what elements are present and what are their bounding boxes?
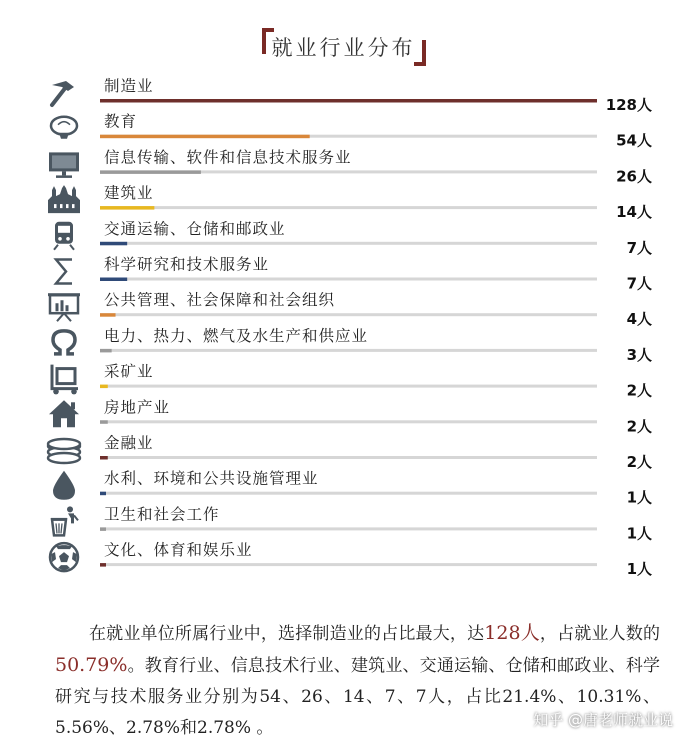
lightbulb-icon [51,117,77,139]
bar [100,242,127,246]
bar-label: 信息传输、软件和信息技术服务业 [104,148,352,167]
mine-cart-icon [52,365,78,395]
bar-value-label: 7人 [626,238,652,257]
bar-value-label: 128人 [605,96,652,114]
bar [100,563,106,567]
summary-highlight-count: 128人 [484,622,540,644]
bar-track [100,242,597,245]
bar [100,206,154,210]
bar [100,99,597,103]
soccer-ball-icon [50,543,78,571]
recycle-person-icon [51,506,78,535]
bar-label: 教育 [104,112,138,131]
bar-track [100,385,597,388]
bar-value-label: 7人 [626,274,652,293]
summary-text-3: 。教育行业、信息技术行业、建筑业、交通运输、仓储和邮政业、科学研究与技术服务业分别为54、26、14、7、7人，占比21.4%、10.31%、5.56%、2.78%和2.78% 。 [55,656,660,738]
watermark: 知乎 @唐老师就业说 [533,711,673,729]
summary-text-1: 在就业单位所属行业中，选择制造业的占比最大，达 [89,624,485,644]
bar-value-label: 2人 [626,381,652,400]
hammer-icon [52,81,74,105]
buildings-icon [48,185,80,213]
bar-label: 建筑业 [104,184,154,203]
summary-highlight-percent: 50.79% [55,654,128,676]
bar [100,170,201,174]
bar-track [100,278,597,281]
bar-value-label: 2人 [626,417,652,436]
summary-text-2: ，占就业人数的 [539,624,661,644]
house-icon [49,400,79,427]
bar-track [100,456,597,459]
bar-track [100,206,597,209]
train-icon [54,222,74,250]
bar-value-label: 4人 [626,310,652,329]
water-drop-icon [53,471,75,500]
bar-label: 制造业 [104,77,154,95]
bar-track [100,527,597,530]
coin-stack-icon [48,439,80,463]
bar-label: 卫生和社会工作 [104,505,220,524]
bar [100,420,108,424]
bar-track [100,563,597,566]
bar-value-label: 3人 [626,345,652,364]
chart-title-text: 就业行业分布 [271,36,416,60]
bar-value-label: 1人 [626,488,652,507]
bar [100,492,106,496]
monitor-icon [49,152,79,178]
omega-icon [53,331,75,354]
bar [100,135,310,139]
bar-label: 文化、体育和娱乐业 [104,541,253,560]
bar-label: 水利、环境和公共设施管理业 [104,469,319,488]
bar-value-label: 1人 [626,524,652,543]
bar-label: 采矿业 [104,362,154,381]
bar-value-label: 2人 [626,453,652,471]
bar-label: 金融业 [104,434,154,452]
bar-track [100,492,597,495]
bar-label: 公共管理、社会保障和社会组织 [104,291,336,310]
bar-value-label: 54人 [616,131,652,150]
bar-track [100,420,597,423]
bar-value-label: 14人 [616,203,652,222]
bar [100,313,116,317]
bar-label: 房地产业 [104,398,171,417]
bar-label: 科学研究和技术服务业 [104,255,270,274]
bar [100,278,127,282]
presentation-board-icon [48,293,80,321]
bar-label: 交通运输、仓储和邮政业 [104,219,286,238]
bar-label: 电力、热力、燃气及水生产和供应业 [104,326,369,345]
bar-value-label: 1人 [626,560,652,579]
bar [100,527,106,531]
bar-track [100,349,597,352]
bar-track [100,313,597,316]
bar [100,456,108,460]
bar-value-label: 26人 [616,167,652,186]
bar [100,349,112,353]
sigma-icon [56,260,72,284]
bar [100,385,108,389]
